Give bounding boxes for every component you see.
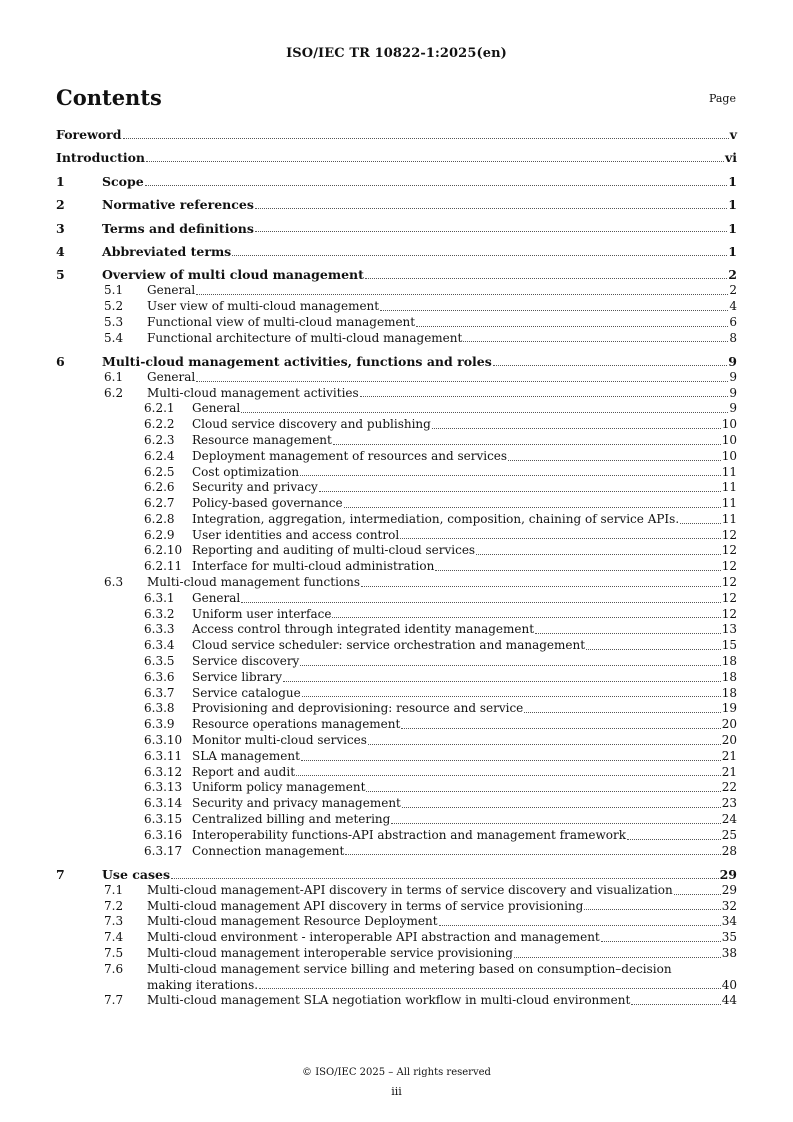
dot-leader [283,680,721,682]
toc-entry-number: 6.3.5 [144,654,175,669]
dot-leader [463,340,728,342]
toc-entry[interactable] [56,749,737,765]
toc-entry-number: 3 [56,220,65,236]
toc-entry-title: Terms and definitions [102,220,254,236]
dot-leader [296,774,721,776]
toc-entry-page: 11 [721,464,737,479]
dot-leader [601,940,721,942]
dot-leader [196,293,728,295]
toc-entry[interactable] [56,993,737,1009]
toc-entry-number: 7.7 [104,993,124,1008]
dot-leader [627,838,721,840]
toc-entry-title: Centralized billing and metering [192,812,391,827]
toc-entry-title: Reporting and auditing of multi-cloud services [192,543,476,558]
toc-entry-number: 6.3.4 [144,638,175,653]
toc-entry-number: 6.2.6 [144,480,175,495]
dot-leader [255,207,727,209]
toc-entry-title: Resource management [192,432,332,447]
toc-entry-number: 1 [56,173,65,189]
toc-entry[interactable] [56,150,737,166]
toc-entry-page: v [729,127,737,142]
toc-entry[interactable] [56,607,737,623]
dot-leader [123,137,729,139]
toc-entry-title: Multi-cloud management SLA negotiation workflow in multi-cloud environment [147,993,631,1008]
page-column-label: Page [708,92,736,105]
toc-entry-number: 6.3.16 [144,827,183,842]
toc-entry[interactable] [56,543,737,559]
dot-leader [439,924,721,926]
toc-entry-page: 4 [729,298,737,313]
toc-entry[interactable] [56,386,737,402]
toc-entry-title: Introduction [56,150,146,166]
toc-entry-title: General [192,401,241,416]
toc-entry-title: Deployment management of resources and services [192,448,508,463]
dot-leader [400,537,721,539]
toc-entry-page: 9 [729,385,737,400]
toc-entry[interactable] [56,283,737,299]
toc-entry-title: Service library [192,669,283,684]
toc-entry[interactable] [56,512,737,528]
toc-entry-page: 12 [721,590,737,605]
toc-entry-page: 18 [721,685,737,700]
dot-leader [514,956,721,958]
toc-entry-title: Foreword [56,127,122,142]
toc-entry-number: 5.1 [104,283,124,298]
toc-entry-page: 21 [721,748,737,763]
dot-leader [586,648,721,650]
toc-entry-title: Integration, aggregation, intermediation, composition, chaining of service APIs. [192,511,680,526]
dot-leader [508,459,721,461]
dot-leader [524,711,720,713]
toc-entry-page: 6 [729,314,737,329]
toc-entry[interactable] [56,883,737,899]
dot-leader [416,325,728,327]
toc-entry-number: 6.2.11 [144,559,183,574]
dot-leader [241,411,728,413]
toc-entry-title: Cloud service discovery and publishing [192,417,431,432]
toc-entry-page: 9 [728,353,737,369]
toc-entry-number: 6.3.2 [144,606,175,621]
toc-entry[interactable] [56,701,737,717]
toc-entry-page: 12 [721,527,737,542]
toc-entry[interactable] [56,465,737,481]
toc-entry-number: 7.6 [104,961,124,976]
toc-entry-title: Multi-cloud management functions [147,575,361,590]
toc-entry-title: Uniform user interface [192,606,332,621]
dot-leader [146,160,724,162]
toc-entry-title: Interoperability functions-API abstraction and management framework [192,827,626,842]
toc-entry-title: Multi-cloud management activities [147,385,359,400]
toc-entry-number: 6.3.14 [144,796,183,811]
toc-entry-page: 15 [721,638,737,653]
toc-entry[interactable] [56,765,737,781]
toc-entry-number: 6.1 [104,369,124,384]
toc-entry[interactable] [56,575,737,591]
dot-leader [435,569,720,571]
toc-entry-title: Multi-cloud management-API discovery in terms of service discovery and visualization [147,882,673,897]
toc-entry-page: 20 [721,733,737,748]
toc-entry-number: 6.2 [104,385,124,400]
dot-leader [319,490,721,492]
toc-entry-title: Cost optimization [192,464,300,479]
toc-entry[interactable] [56,946,737,962]
toc-entry[interactable] [56,354,737,370]
toc-entry-title: Service discovery [192,654,300,669]
toc-entry-number: 6.2.5 [144,464,175,479]
footer-page-number: iii [391,1085,402,1098]
toc-entry-page: 18 [721,669,737,684]
dot-leader [631,1003,720,1005]
toc-entry-page: 8 [729,330,737,345]
toc-entry[interactable] [56,899,737,915]
toc-entry[interactable] [56,528,737,544]
dot-leader [680,522,721,524]
toc-entry-title: Service catalogue [192,685,301,700]
toc-entry-title: Use cases [102,867,170,883]
toc-entry-number: 5 [56,267,65,283]
toc-entry-page: 10 [721,417,737,432]
toc-entry-title: Functional view of multi-cloud management [147,314,416,329]
toc-entry-title: Scope [102,173,144,189]
toc-entry-title: Security and privacy management [192,796,401,811]
toc-entry-page: 18 [721,654,737,669]
toc-entry[interactable] [56,717,737,733]
toc-entry-number: 6.3 [104,575,124,590]
toc-entry-page: 19 [721,701,737,716]
toc-entry[interactable] [56,449,737,465]
dot-leader [232,254,727,256]
toc-entry-title: User view of multi-cloud management [147,298,380,313]
toc-entry-number: 7.5 [104,946,124,960]
toc-entry[interactable] [56,622,737,638]
toc-entry-number: 6.2.4 [144,448,175,463]
toc-entry[interactable] [56,401,737,417]
toc-entry-number: 6.3.10 [144,733,183,748]
dot-leader [476,553,721,555]
toc-entry-page: 9 [729,401,737,416]
toc-entry[interactable] [56,331,737,347]
toc-entry[interactable] [56,174,737,190]
toc-entry-page: 22 [721,780,737,795]
toc-entry-title: User identities and access control [192,527,400,542]
toc-entry-number: 6.3.8 [144,701,175,716]
toc-entry-page: 23 [721,796,737,811]
toc-entry-title: Policy-based governance [192,496,343,511]
toc-entry-page: 2 [728,267,737,283]
toc-entry[interactable] [56,780,737,796]
toc-entry-title: Multi-cloud management Resource Deployment [147,914,438,929]
toc-entry-page: 44 [721,993,737,1008]
toc-entry-number: 6.3.11 [144,748,183,763]
dot-leader [196,380,728,382]
table-of-contents [56,127,737,1009]
toc-entry-number: 6 [56,353,65,369]
dot-leader [584,908,720,910]
toc-entry-number: 6.3.13 [144,780,183,795]
dot-leader [380,309,728,311]
toc-entry[interactable] [56,299,737,315]
toc-entry-number: 6.3.1 [144,590,175,605]
toc-entry-page: 35 [721,930,737,945]
dot-leader [391,822,720,824]
toc-entry-number: 6.2.9 [144,527,175,542]
toc-entry-title: Uniform policy management [192,780,366,795]
toc-entry-title: Resource operations management [192,717,401,732]
toc-entry[interactable] [56,370,737,386]
toc-entry-page: 32 [721,898,737,913]
toc-entry[interactable] [56,930,737,946]
toc-entry-number: 7.1 [104,882,124,897]
dot-leader [301,759,721,761]
toc-entry[interactable] [56,315,737,331]
toc-entry[interactable] [56,127,737,143]
toc-entry[interactable] [56,686,737,702]
toc-entry-title: Report and audit [192,764,296,779]
toc-entry-number: 6.2.3 [144,432,175,447]
dot-leader [171,877,719,879]
toc-entry[interactable] [56,244,737,260]
dot-leader [365,277,727,279]
dot-leader [402,806,721,808]
toc-entry-title: Cloud service scheduler: service orchestration and management [192,638,586,653]
toc-entry-page: 34 [721,914,737,929]
toc-entry-number: 6.2.1 [144,401,175,416]
toc-entry-page: 29 [719,867,737,883]
document-id-header: ISO/IEC TR 10822-1:2025(en) [286,46,507,61]
toc-entry[interactable] [56,480,737,496]
toc-entry[interactable] [56,670,737,686]
toc-entry[interactable] [56,796,737,812]
toc-entry[interactable] [56,433,737,449]
toc-entry-page: 1 [728,173,737,189]
toc-entry-page: 29 [721,882,737,897]
toc-entry-title: Multi-cloud management service billing and metering based on consumption–decision [147,961,672,976]
toc-entry-number: 2 [56,197,65,213]
toc-entry-title-continued: making iterations. [147,977,259,992]
toc-entry[interactable] [56,733,737,749]
dot-leader [368,743,721,745]
dot-leader [302,695,721,697]
toc-entry-number: 6.2.7 [144,496,175,511]
toc-entry-number: 6.2.10 [144,543,183,558]
dot-leader [333,443,721,445]
toc-entry[interactable] [56,844,737,860]
toc-entry[interactable] [56,559,737,575]
toc-entry-page: 11 [721,480,737,495]
toc-entry-page: 12 [721,559,737,574]
toc-entry[interactable] [56,962,737,994]
toc-entry-page: 2 [729,283,737,298]
dot-leader [360,395,729,397]
toc-entry-number: 6.3.3 [144,622,175,637]
dot-leader [344,506,721,508]
dot-leader [300,664,720,666]
toc-entry-number: 5.3 [104,314,124,329]
toc-entry-page: 25 [721,827,737,842]
toc-entry-number: 7.2 [104,898,124,913]
toc-entry-page: 13 [721,622,737,637]
toc-entry-title: Connection management [192,843,345,858]
dot-leader [493,364,728,366]
page-title: Contents [56,85,162,110]
toc-entry-number: 6.3.12 [144,764,183,779]
toc-entry-page: vi [724,150,737,166]
dot-leader [432,427,721,429]
dot-leader [259,987,721,989]
dot-leader [145,184,728,186]
dot-leader [361,585,721,587]
toc-entry-number: 6.2.8 [144,511,175,526]
toc-entry-title: Overview of multi cloud management [102,267,364,283]
dot-leader [332,616,720,618]
toc-entry-title: Multi-cloud management interoperable service provisioning [147,946,513,960]
toc-entry-title: Multi-cloud management activities, functions and roles [102,353,492,369]
toc-entry[interactable] [56,828,737,844]
toc-entry-title: Security and privacy [192,480,318,495]
toc-entry-title: SLA management [192,748,300,763]
dot-leader [241,601,720,603]
toc-entry-title: Abbreviated terms [102,243,232,259]
toc-entry-page: 10 [721,448,737,463]
toc-entry-page: 12 [721,543,737,558]
toc-entry-page: 21 [721,764,737,779]
toc-entry-page: 1 [728,243,737,259]
toc-entry-number: 6.3.6 [144,669,175,684]
toc-entry-title: Interface for multi-cloud administration [192,559,435,574]
toc-entry-title: General [192,590,241,605]
toc-entry-number: 6.3.7 [144,685,175,700]
toc-entry-title: General [147,369,196,384]
dot-leader [366,790,720,792]
toc-entry-number: 7 [56,867,65,883]
toc-entry-title: Functional architecture of multi-cloud management [147,330,463,345]
toc-entry-title: Monitor multi-cloud services [192,733,367,748]
toc-entry-title: Multi-cloud management API discovery in terms of service provisioning [147,898,584,913]
toc-entry-number: 5.2 [104,298,124,313]
toc-entry[interactable] [56,197,737,213]
toc-entry-number: 6.3.9 [144,717,175,732]
toc-entry[interactable] [56,417,737,433]
toc-entry-page: 24 [721,812,737,827]
toc-entry[interactable] [56,638,737,654]
toc-entry-page: 1 [728,220,737,236]
toc-entry[interactable] [56,654,737,670]
toc-entry-number: 7.4 [104,930,124,945]
toc-entry[interactable] [56,591,737,607]
dot-leader [300,474,721,476]
dot-leader [255,230,727,232]
dot-leader [535,632,721,634]
dot-leader [345,853,720,855]
toc-entry-page: 20 [721,717,737,732]
toc-entry-page: 10 [721,432,737,447]
toc-entry-number: 6.3.15 [144,812,183,827]
toc-entry[interactable] [56,267,737,283]
dot-leader [674,893,721,895]
toc-entry-page: 12 [721,575,737,590]
toc-entry-number: 6.2.2 [144,417,175,432]
dot-leader [401,727,720,729]
toc-entry-title: Multi-cloud environment - interoperable API abstraction and management [147,930,600,945]
toc-entry-page: 38 [721,946,737,960]
toc-entry-page: 40 [721,977,737,992]
toc-entry-page: 11 [721,511,737,526]
toc-entry-title: Access control through integrated identity management [192,622,535,637]
toc-entry-page: 12 [721,606,737,621]
toc-entry-page: 28 [721,843,737,858]
toc-entry-number: 4 [56,243,65,259]
toc-entry-title: General [147,283,196,298]
toc-entry-number: 6.3.17 [144,843,183,858]
toc-entry-number: 7.3 [104,914,124,929]
toc-entry-page: 11 [721,496,737,511]
toc-entry[interactable] [56,812,737,828]
toc-entry-page: 1 [728,197,737,213]
toc-entry[interactable] [56,221,737,237]
toc-entry[interactable] [56,914,737,930]
toc-entry-number: 5.4 [104,330,124,345]
toc-entry[interactable] [56,496,737,512]
toc-entry[interactable] [56,867,737,883]
toc-entry-title: Provisioning and deprovisioning: resource and service [192,701,524,716]
toc-entry-page: 9 [729,369,737,384]
toc-entry-title: Normative references [102,197,254,213]
footer-copyright: © ISO/IEC 2025 – All rights reserved [302,1067,491,1078]
